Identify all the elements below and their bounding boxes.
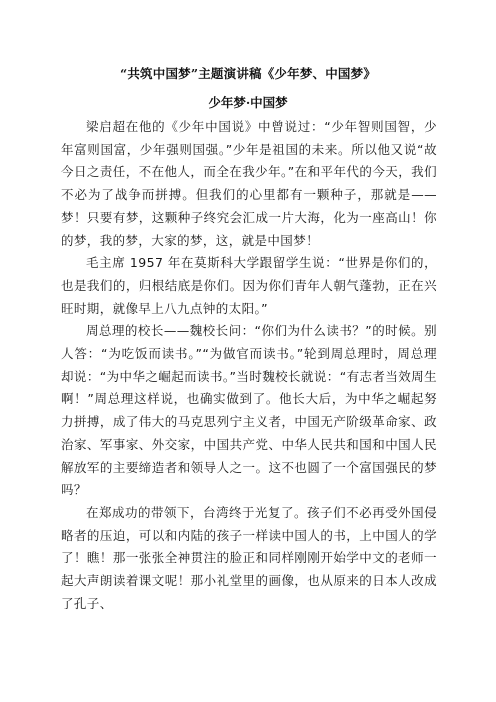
paragraph: 在郑成功的带领下，台湾终于光复了。孩子们不必再受外国侵略者的压迫，可以和内陆的孩子一样读中国人的书，上中国人的学了！瞧！那一张张全神贯注的脸正和同样刚刚开始学中文的老师一起大声朗读着课文呢！那小礼堂里的画像，也从原来的日本人改成了孔子、 [61, 504, 437, 611]
paragraph: 周总理的校长——魏校长问：“你们为什么读书？”的时候。别人答：“为吃饭而读书。”“为做官而读书。”轮到周总理时，周总理却说：“为中华之崛起而读书。”当时魏校长就说：“有志者当效周生啊！”周总理这样说，也确实做到了。他长大后，为中华之崛起努力拼搏，成了伟大的马克思列宁主义者，中国无产阶级革命家、政治家、军事家、外交家，中国共产党、中华人民共和国和中国人民解放军的主要缔造者和领导人之一。这不也圆了一个富国强民的梦吗？ [61, 323, 437, 498]
document-title: “共筑中国梦”主题演讲稿《少年梦、中国梦》 [119, 66, 377, 81]
paragraph: 梁启超在他的《少年中国说》中曾说过：“少年智则国智，少年富则国富，少年强则国强。”少年是祖国的未来。所以他又说“故今日之责任，不在他人，而全在我少年。”在和平年代的今天，我们不必为了战争而拼搏。但我们的心里都有一颗种子，那就是——梦！只要有梦，这颗种子终究会汇成一片大海，化为一座高山！你的梦，我的梦，大家的梦，这，就是中国梦！ [61, 119, 437, 248]
paragraph: 毛主席 1957 年在莫斯科大学跟留学生说：“世界是你们的，也是我们的，归根结底是你们。因为你们青年人朝气蓬勃，正在兴旺时期，就像早上八九点钟的太阳。” [61, 255, 437, 316]
document-subtitle: 少年梦·中国梦 [208, 95, 288, 110]
document-body [61, 116, 437, 615]
